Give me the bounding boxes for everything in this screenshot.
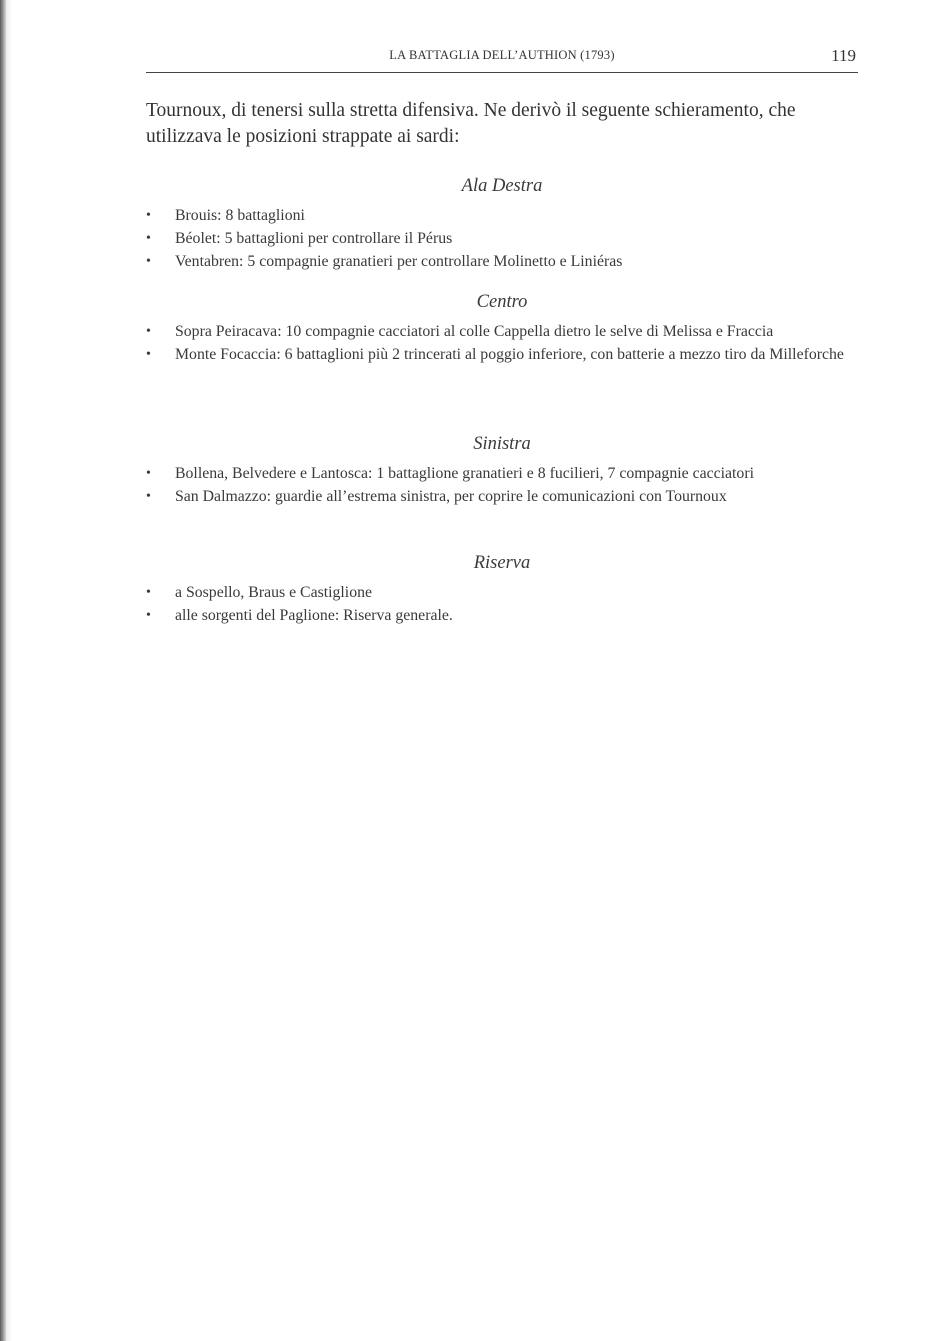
list-item	[146, 250, 858, 273]
list-item	[146, 462, 858, 485]
bullet-icon: •	[146, 208, 151, 223]
list-item	[146, 343, 858, 366]
list-item	[146, 604, 858, 627]
section-sinistra	[146, 432, 858, 508]
section-ala-destra	[146, 174, 858, 273]
list-item	[146, 227, 858, 250]
bullet-icon: •	[146, 608, 151, 623]
list-item-text: Sopra Peiracava: 10 compagnie cacciatori al colle Cappella dietro le selve di Melissa e Fraccia	[175, 323, 774, 340]
list-item-text: Béolet: 5 battaglioni per controllare il Pérus	[175, 230, 453, 247]
bullet-icon: •	[146, 324, 151, 339]
bullet-icon: •	[146, 466, 151, 481]
intro-paragraph: Tournoux, di tenersi sulla stretta difensiva. Ne derivò il seguente schieramento, che utilizzava le posizioni strappate ai sardi:	[146, 100, 796, 147]
section-heading: Ala Destra	[461, 176, 543, 196]
section-centro	[146, 290, 858, 366]
section-heading: Sinistra	[473, 434, 531, 454]
item-list	[146, 581, 858, 627]
list-item-text: Monte Focaccia: 6 battaglioni più 2 trincerati al poggio inferiore, con batterie a mezzo tiro da Milleforche	[175, 346, 844, 363]
list-item	[146, 581, 858, 604]
page-number: 119	[831, 46, 856, 65]
bullet-icon: •	[146, 585, 151, 600]
list-item	[146, 485, 858, 508]
book-spine-shadow	[6, 0, 12, 1341]
list-item-text: Brouis: 8 battaglioni	[175, 207, 305, 224]
item-list	[146, 462, 858, 508]
list-item-text: Ventabren: 5 compagnie granatieri per controllare Molinetto e Liniéras	[175, 253, 623, 270]
running-title: LA BATTAGLIA DELL’AUTHION (1793)	[389, 48, 615, 62]
bullet-icon: •	[146, 347, 151, 362]
list-item	[146, 204, 858, 227]
item-list	[146, 320, 858, 366]
list-item-text: San Dalmazzo: guardie all’estrema sinistra, per coprire le comunicazioni con Tournoux	[175, 488, 727, 505]
bullet-icon: •	[146, 489, 151, 504]
header-rule	[146, 72, 858, 73]
list-item	[146, 320, 858, 343]
bullet-icon: •	[146, 254, 151, 269]
section-heading: Centro	[476, 292, 528, 312]
list-item-text: alle sorgenti del Paglione: Riserva generale.	[175, 607, 453, 624]
list-item-text: Bollena, Belvedere e Lantosca: 1 battaglione granatieri e 8 fucilieri, 7 compagnie cacciatori	[175, 465, 754, 482]
list-item-text: a Sospello, Braus e Castiglione	[175, 584, 372, 601]
section-riserva	[146, 551, 858, 627]
bullet-icon: •	[146, 231, 151, 246]
section-heading: Riserva	[473, 553, 531, 573]
running-head	[146, 46, 858, 68]
item-list	[146, 204, 858, 273]
